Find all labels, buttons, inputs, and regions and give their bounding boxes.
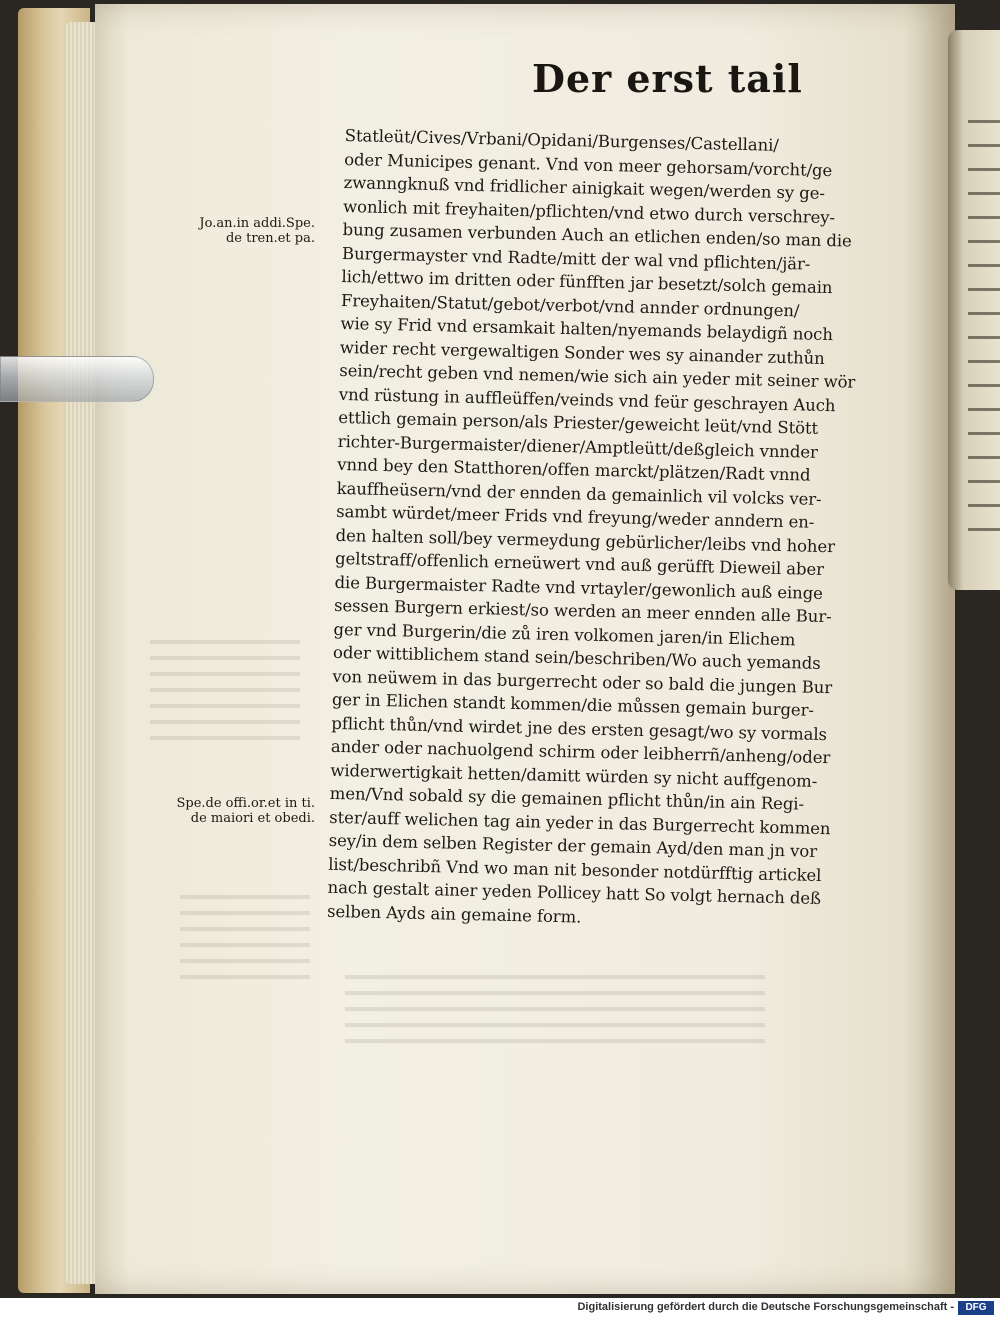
text-line: widerwertigkait hetten/damitt würden sy nicht auffgenom-: [330, 760, 818, 791]
dfg-logo: DFG: [958, 1301, 994, 1315]
text-line: wider recht vergewaltigen Sonder wes sy ainander zuthůn: [339, 337, 825, 368]
text-line: men/Vnd sobald sy die gemainen pflicht thůn/in ain Regi-: [329, 783, 805, 814]
margin-note-1: [155, 216, 315, 246]
text-line: bung zusamen verbunden Auch an etlichen enden/so man die: [342, 219, 852, 251]
text-line: geltstraff/offenlich erneüwert vnd auß gerüfft Dieweil aber: [334, 548, 825, 579]
text-line: den halten soll/bey vermeydung gebürlicher/leibs vnd hoher: [335, 525, 836, 556]
text-line: richter-Burgermaister/diener/Amptleütt/deßgleich vnnder: [337, 431, 819, 462]
text-line: pflicht thůn/vnd wirdet jne des ersten gesagt/wo sy vormals: [331, 713, 828, 744]
facing-page-edge: [948, 30, 1000, 590]
text-line: sambt würdet/meer Frids vnd freyung/weder anndern en-: [335, 501, 815, 532]
text-line: kauffheüsern/vnd der ennden da gemainlich vil volcks ver-: [336, 478, 822, 509]
text-line: sessen Burgern erkiest/so werden an meer ennden alle Bur-: [333, 595, 832, 627]
text-line: wie sy Frid vnd ersamkait halten/nyemands belaydigñ noch: [340, 313, 834, 345]
text-line: vnnd bey den Statthoren/offen marckt/plätzen/Radt vnnd: [337, 454, 811, 485]
text-line: Burgermayster vnd Radte/mitt der wal vnd pflichten/jär-: [341, 243, 811, 274]
text-line: lich/ettwo im dritten oder fünfften jar besetzt/solch gemain: [341, 266, 833, 298]
bleed-through-marks: [180, 895, 310, 985]
text-line: die Burgermaister Radte vnd vrtayler/gewonlich auß einge: [334, 572, 824, 603]
text-line: list/beschribñ Vnd wo man nit besonder notdürfftig artickel: [327, 854, 822, 885]
margin-note-line: de tren.et pa.: [225, 231, 315, 246]
text-line: selben Ayds ain gemaine form.: [326, 901, 582, 927]
text-line: oder wittiblichem stand sein/beschriben/Wo auch yemands: [332, 642, 821, 673]
footer-bar: [0, 1298, 1000, 1318]
running-head: Der erst tail: [532, 56, 803, 101]
text-line: ger in Elichen standt kommen/die můssen gemain burger-: [331, 689, 815, 720]
text-line: ger vnd Burgerin/die zů iren volkomen jaren/in Elichem: [333, 619, 796, 649]
text-line: wonlich mit freyhaiten/pflichten/vnd etwo durch verschrey-: [342, 196, 836, 227]
body-text-block: [327, 124, 901, 935]
text-line: Freyhaiten/Statut/gebot/verbot/vnd annder ordnungen/: [340, 290, 800, 320]
text-line: zwanngknuß vnd fridlicher ainigkait wegen/werden sy ge-: [343, 172, 826, 203]
glass-page-clip: [0, 356, 154, 402]
text-line: nach gestalt ainer yeden Pollicey hatt So volgt hernach deß: [327, 877, 822, 908]
text-line: ander oder nachuolgend schirm oder leibherrñ/anheng/oder: [330, 736, 831, 768]
text-line: Statleüt/Cives/Vrbani/Opidani/Burgenses/Castellani/: [344, 125, 779, 155]
text-line: ettlich gemain person/als Priester/geweicht leüt/vnd Stött: [338, 407, 819, 438]
text-line: von neüwem in das burgerrecht oder so bald die jungen Bur: [332, 666, 833, 697]
text-line: sey/in dem selben Register der gemain Ayd/den man jn vor: [328, 830, 818, 861]
funding-credit: Digitalisierung gefördert durch die Deutsche Forschungsgemeinschaft -: [577, 1301, 954, 1313]
bleed-through-marks: [345, 975, 765, 1055]
text-line: sein/recht geben vnd nemen/wie sich ain yeder mit seiner wör: [339, 360, 856, 392]
text-line: vnd rüstung in auffleüffen/veinds vnd feür geschrayen Auch: [338, 384, 836, 415]
margin-note-line: de maiori et obedi.: [190, 811, 315, 826]
margin-note-line: Jo.an.in addi.Spe.: [199, 216, 315, 231]
margin-note-line: Spe.de offi.or.et in ti.: [176, 796, 315, 811]
text-line: oder Municipes genant. Vnd von meer gehorsam/vorcht/ge: [343, 149, 833, 180]
text-line: ster/auff welichen tag ain yeder in das Burgerrecht kommen: [329, 807, 831, 838]
margin-note-2: [155, 796, 315, 826]
bleed-through-marks: [150, 640, 300, 750]
